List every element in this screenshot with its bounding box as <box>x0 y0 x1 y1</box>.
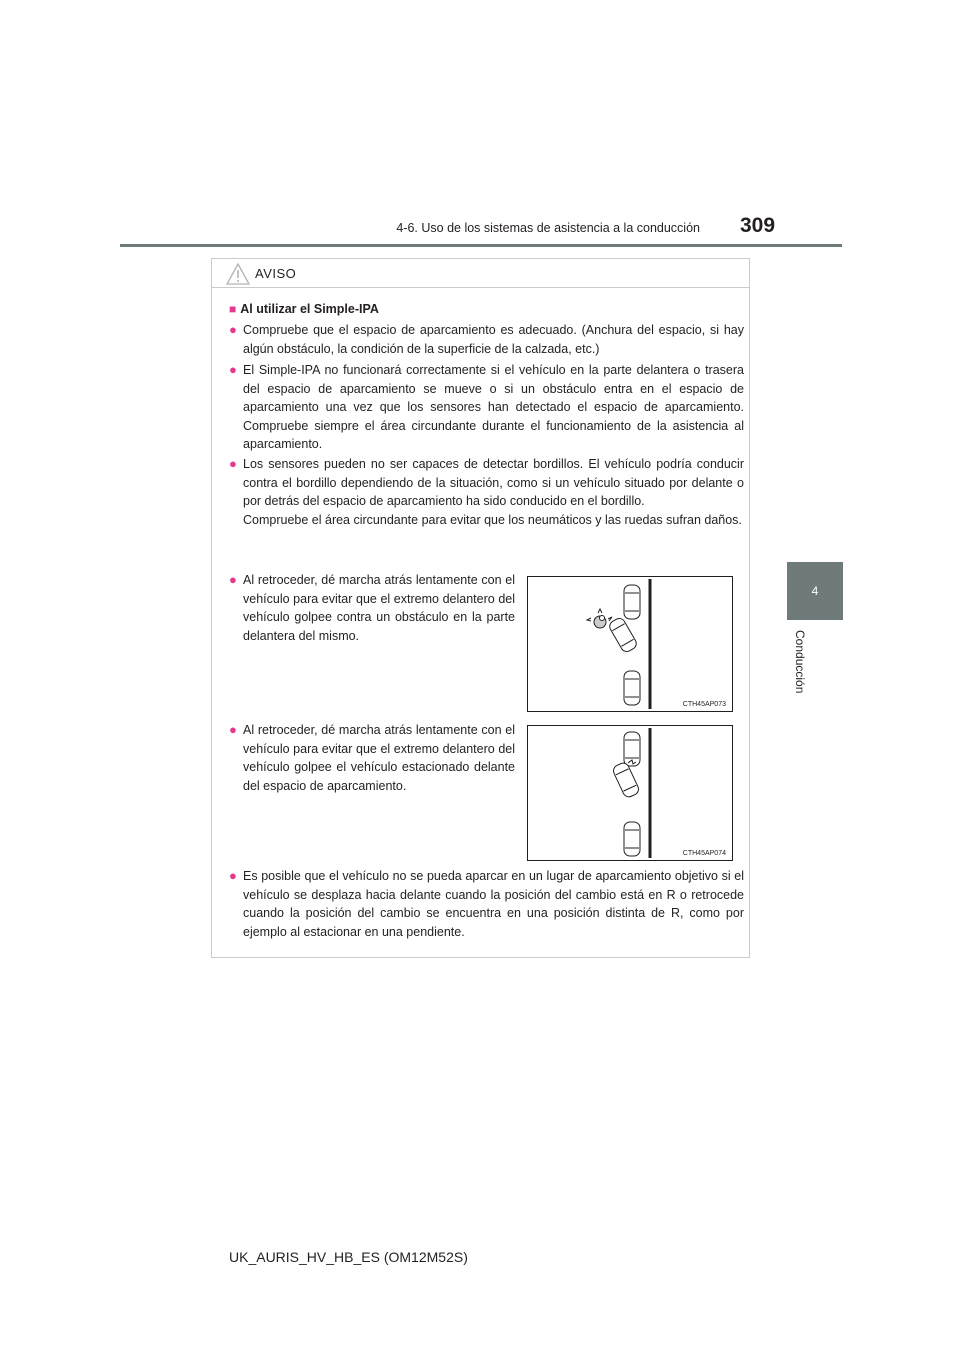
bullet-dot-icon: ● <box>229 722 237 737</box>
parking-diagram-1 <box>528 577 732 711</box>
document-code: UK_AURIS_HV_HB_ES (OM12M52S) <box>229 1249 468 1265</box>
bullet-dot-icon: ● <box>229 456 237 471</box>
chapter-label: Conducción <box>793 630 807 694</box>
list-item-text: Los sensores pueden no ser capaces de detectar bordillos. El vehículo podría conducir contra el bordillo dependiendo de la situación, como si un vehículo situado por delante o por detrás del espacio de aparcamiento ha sido conducido en el bordillo. <box>243 457 744 509</box>
warning-title: AVISO <box>255 266 297 281</box>
warning-box <box>211 258 750 958</box>
list-item <box>229 361 744 454</box>
list-item-text: Al retroceder, dé marcha atrás lentamente con el vehículo para evitar que el extremo delantero del vehículo golpee contra un obstáculo en la parte delantera del mismo. <box>243 573 515 643</box>
header-divider <box>120 244 842 247</box>
page-number: 309 <box>740 214 776 237</box>
list-item-text: Compruebe que el espacio de aparcamiento es adecuado. (Anchura del espacio, si hay algún obstáculo, la condición de la superficie de la calzada, etc.) <box>243 323 744 356</box>
parking-illustration-parked-car <box>527 725 733 861</box>
warning-header <box>212 259 749 288</box>
bullet-dot-icon: ● <box>229 572 237 587</box>
figure-code: CTH45AP074 <box>682 850 726 857</box>
section-heading-text: Al utilizar el Simple-IPA <box>240 302 379 316</box>
parking-illustration-front-obstacle <box>527 576 733 712</box>
list-item <box>229 571 515 645</box>
list-item <box>229 321 744 358</box>
parking-diagram-2 <box>528 726 732 860</box>
bullet-dot-icon: ● <box>229 362 237 377</box>
bullet-dot-icon: ● <box>229 322 237 337</box>
list-item <box>229 867 744 941</box>
bullet-dot-icon: ● <box>229 868 237 883</box>
header-section-title: 4-6. Uso de los sistemas de asistencia a la conducción <box>396 221 700 235</box>
warning-triangle-icon <box>226 263 250 285</box>
list-item-text: Es posible que el vehículo no se pueda aparcar en un lugar de aparcamiento objetivo si el vehículo se desplaza hacia delante cuando la posición del cambio está en R o retrocede cuando la posición del cambio se encuentra en una posición distinta de R, como por ejemplo al estacionar en una pendiente. <box>243 869 744 939</box>
list-item-text: El Simple-IPA no funcionará correctamente si el vehículo en la parte delantera o trasera del espacio de aparcamiento se mueve o si un obstáculo entra en el espacio de aparcamiento una vez que los sensores han detectado el espacio de aparcamiento. Compruebe siempre el área circundante durante el funcionamiento de la asistencia al aparcamiento. <box>243 363 744 452</box>
list-item <box>229 455 744 529</box>
section-heading <box>229 302 379 316</box>
square-bullet-icon: ■ <box>229 302 237 316</box>
list-item-text-continued: Compruebe el área circundante para evitar que los neumáticos y las ruedas sufran daños. <box>243 512 742 527</box>
list-item <box>229 721 515 795</box>
list-item-text: Al retroceder, dé marcha atrás lentamente con el vehículo para evitar que el extremo delantero del vehículo golpee el vehículo estacionado delante del espacio de aparcamiento. <box>243 723 515 793</box>
figure-code: CTH45AP073 <box>682 701 726 708</box>
chapter-tab: 4 <box>787 562 843 620</box>
